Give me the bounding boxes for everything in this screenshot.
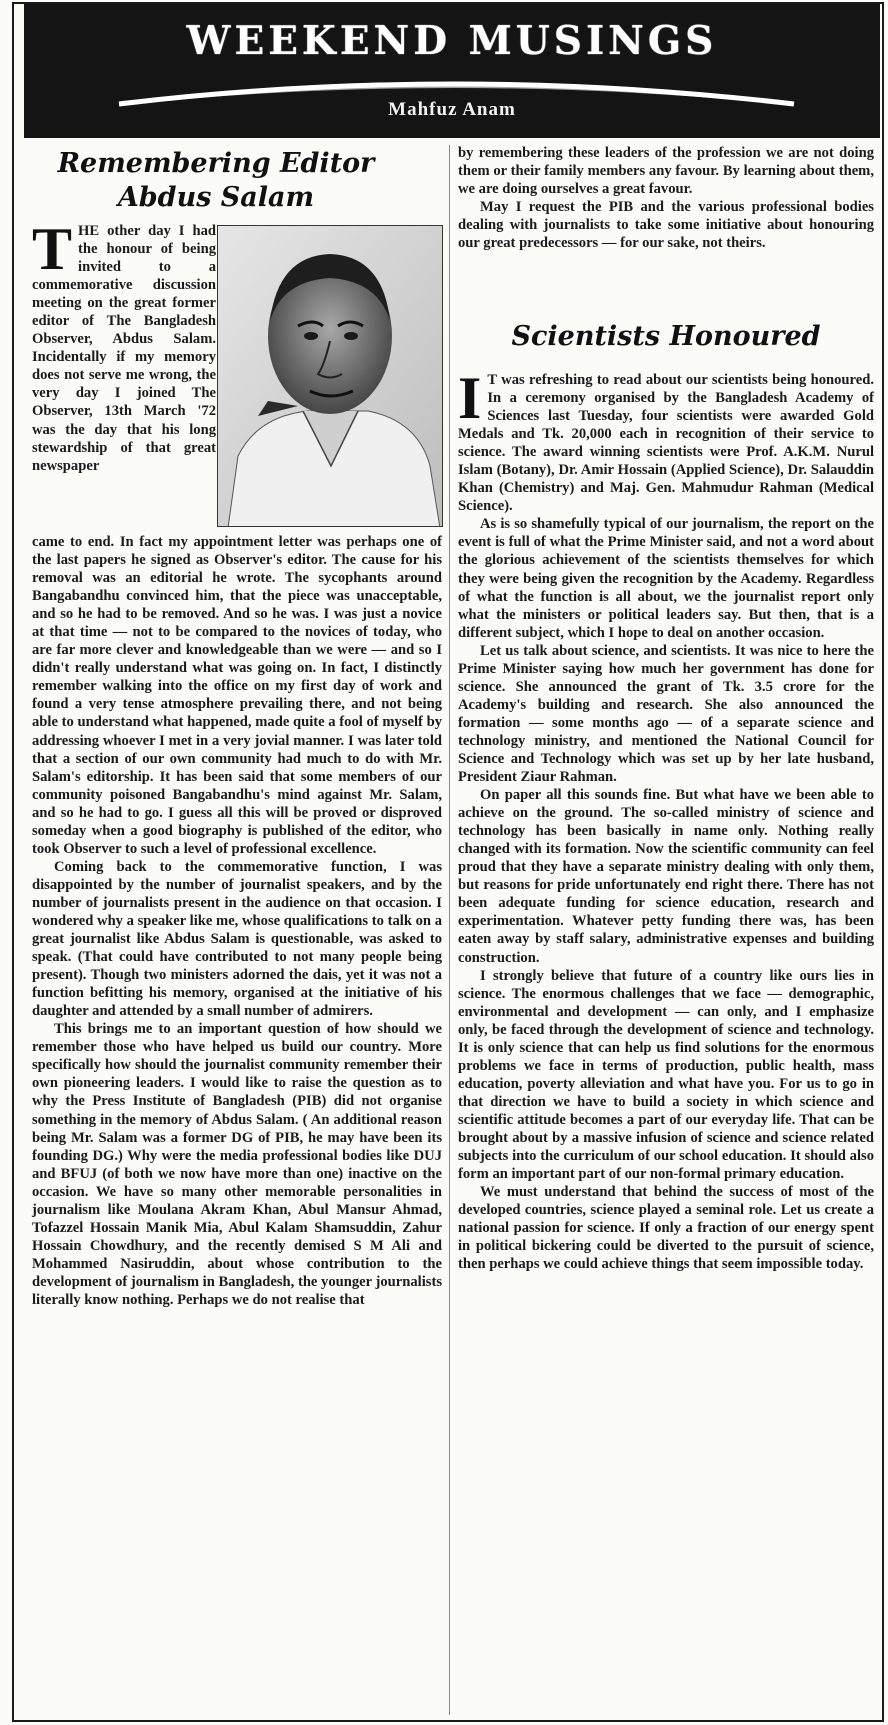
article-1-lead-paragraph [32, 216, 216, 475]
article-1-paragraph: This brings me to an important question of how should we remember those who have helped us build our country. More specifically how should the journalist community remember their own pioneering leaders. I would like to raise the question as to why the Press Institute of Bangladesh (PIB) did not organise something in the memory of Abdus Salam. ( An additional reason being Mr. Salam was a former DG of PIB, he may have been its founding DG.) Why were the media professional bodies like DUJ and BFUJ (of both we now have more than one) inactive on the occasion. We have so many other memorable personalities in journalism like Moulana Akram Khan, Abul Mansur Ahmad, Tofazzel Hossain Manik Mia, Abul Kalam Shamsuddin, Zahur Hossain Chowdhury, and the recently demised S M Ali and Mohammed Nasiruddin, about whose contribution to the development of journalism in Bangladesh, the younger journalists literally know nothing. Perhaps we do not realise that [32, 1021, 443, 1308]
article-1-dropcap: T [32, 216, 73, 282]
editor-portrait-photo [217, 225, 443, 527]
article-2-paragraph: Let us talk about science, and scientists. It was nice to here the Prime Minister saying how much her government has done for science. She announced the grant of Tk. 3.5 crore for the Academy's building and research. She also announced the formation — some months ago — of a separate science and technology ministry, and mentioned the National Council for Science and Technology which was set up by her late husband, President Ziaur Rahman. [458, 642, 874, 786]
article-1-continued-paragraph: by remembering these leaders of the profession we are not doing them or their family members any favour. By learning about them, we are doing ourselves a great favour. [458, 145, 874, 198]
column-title: WEEKEND MUSINGS [186, 18, 718, 64]
article-1-lead-text: HE other day I had the honour of being invited to a commemorative discussion meeting on the great former editor of The Bangladesh Observer, Abdus Salam. Incidentally if my memory does not serve me wrong, the very day I joined The Observer, 13th March '72 was the day that his long stewardship of that great newspaper [32, 223, 216, 474]
portrait-image [218, 226, 443, 527]
article-2-paragraph: I strongly believe that future of a country like ours lies in science. The enormous challenges that we face — demographic, environmental and development — can only, and I emphasize only, be faced through the development of science and technology. It is only science that can help us find solutions for the enormous problems we face in terms of production, public health, mass education, poverty alleviation and what have you. For us to go in that direction we have to build a society in which science and scientific attitude becomes a part of our everyday life. That can be brought about by a massive infusion of science and science related subjects into the curriculum of our school education. It should also form an important part of our non-formal primary education. [458, 967, 874, 1183]
article-1-body [32, 533, 442, 1309]
article-2-paragraph: As is so shamefully typical of our journalism, the report on the event is full of what the Prime Minister said, and not a word about the glorious achievement of the scientists themselves for which they were being given the recognition by the Academy. Regardless of what the function is all about, we the journalist report only what the ministers or political leaders say. But then, that is a different subject, which I hope to deal on another occasion. [458, 516, 874, 641]
article-2-paragraph: We must understand that behind the success of most of the developed countries, science played a seminal role. Let us create a national passion for science. If only a fraction of our energy spent in political bickering could be diverted to the pursuit of science, then perhaps we could achieve things that seem impossible today. [458, 1184, 874, 1273]
article-1-continuation [458, 144, 874, 252]
article-2-lead-text: T was refreshing to read about our scientists being honoured. In a ceremony organised by the Bangladesh Academy of Sciences last Tuesday, four scientists were awarded Gold Medals and Tk. 20,000 each in recognition of their service to science. The award winning scientists were Prof. A.K.M. Nurul Islam (Botany), Dr. Amir Hossain (Applied Science), Dr. Salauddin Khan (Chemistry) and Maj. Gen. Mahmudur Rahman (Medical Science). [458, 372, 874, 515]
article-1-continued-paragraph: May I request the PIB and the various professional bodies dealing with journalists to take some initiative about honouring our great predecessors — for our sake, not theirs. [458, 199, 874, 252]
article-1-paragraph: came to end. In fact my appointment letter was perhaps one of the last papers he signed as Observer's editor. The cause for his removal was an editorial he wrote. The sycophants around Bangabandhu convinced him, that the piece was unacceptable, and so he had to be removed. And so he was. I was just a novice at that time — not to be compared to the novices of today, who are far more clever and knowledgeable than we were — and so I didn't really understand what was going on. In fact, I distinctly remember walking into the office on my first day of work and found a very tense atmosphere prevailing there, and not being able to understand what happened, made quite a fool of myself by addressing whoever I met in a very jovial manner. I was later told that a section of our own community had much to do with Mr. Salam's editorship. It has been said that some members of our community poisoned Bangabandhu's mind against Mr. Salam, and so he had to go. I guess all this will be proved or disproved someday when a good biography is published of the editor, who took Observer to such a level of professional excellence. [32, 534, 442, 857]
article-1-headline: Remembering Editor Abdus Salam [57, 148, 375, 213]
article-1-paragraph: Coming back to the commemorative function, I was disappointed by the number of journalist speakers, and by the number of journalists present in the audience on that occasion. I wondered why a speaker like me, whose qualifications to talk on a great journalist like Abdus Salam is questionable, was asked to speak. (That could have contributed to not many people being present). Though two ministers adorned the dais, yet it was not a function befitting his memory, organised at the initiative of his daughter and attended by a small number of admirers. [32, 858, 442, 1020]
article-2-paragraph: On paper all this sounds fine. But what have we been able to achieve on the ground. The so-called ministry of science and technology has been basically in name only. Nothing really changed with its formation. Now the scientific community can feel proud that they have a separate ministry dealing with only them, but reasons for pride unfortunately end right there. There has not been adequate funding for science education, research and experimentation. Whatever petty funding there was, has been eaten away by staff salary, administrative expenses and building construction. [458, 787, 874, 966]
column-divider [449, 145, 450, 1715]
column-banner [24, 4, 880, 138]
article-2-lead-paragraph [458, 365, 874, 515]
article-2-dropcap: I [458, 365, 482, 431]
article-2-body [458, 365, 874, 1273]
author-byline: Mahfuz Anam [388, 99, 516, 120]
article-2-headline: Scientists Honoured [511, 321, 821, 352]
